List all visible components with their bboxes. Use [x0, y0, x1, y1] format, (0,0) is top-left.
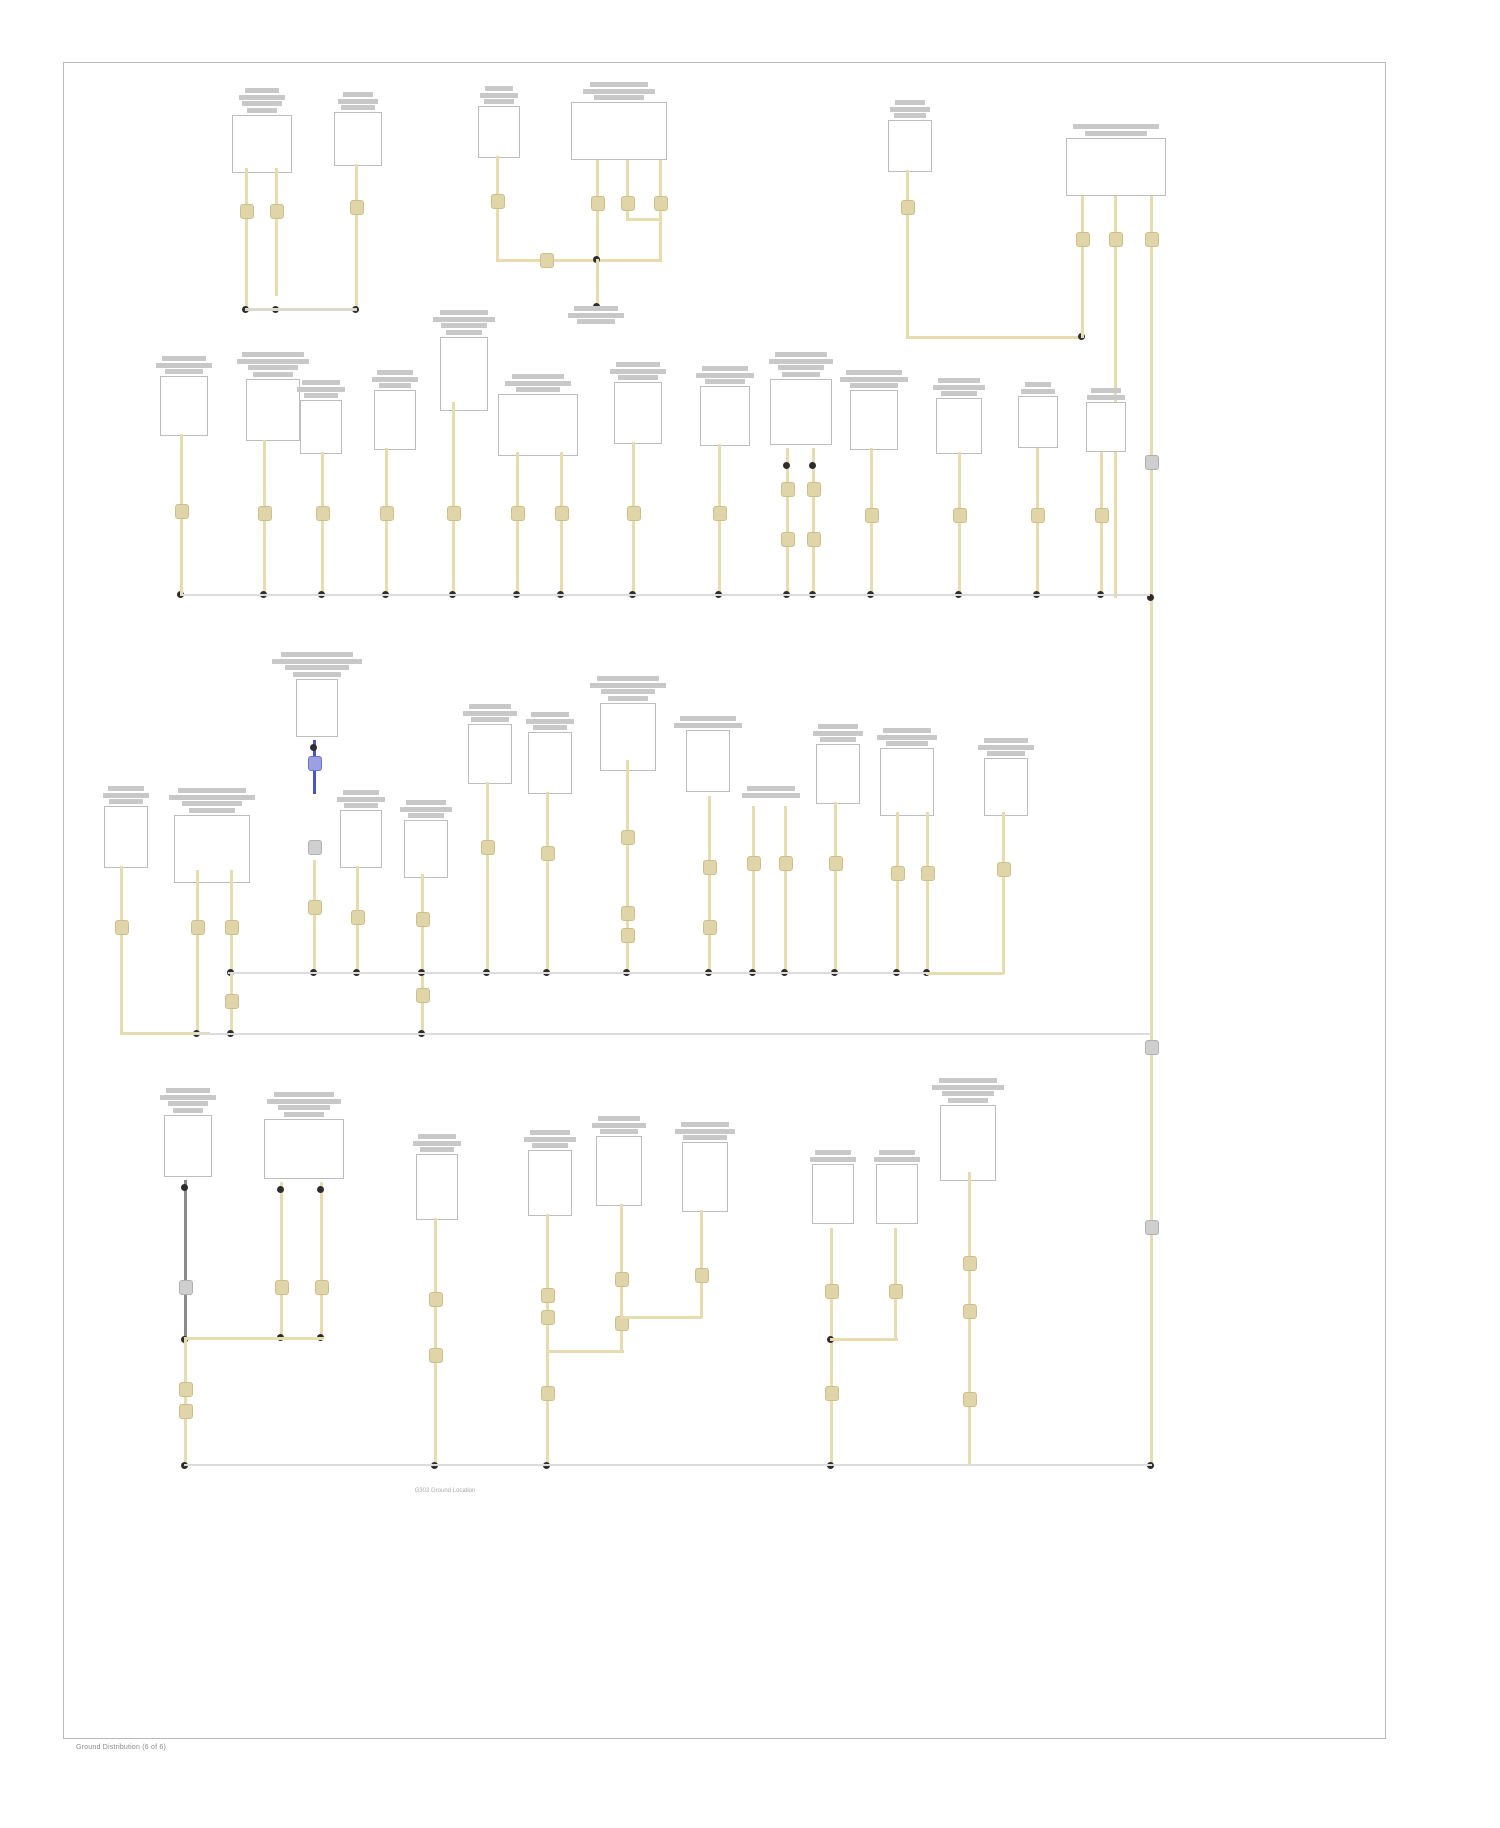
connector-d6[interactable]	[498, 374, 578, 456]
connector-body	[770, 379, 832, 445]
splice	[713, 506, 727, 521]
connector-label	[478, 86, 520, 104]
connector-label	[300, 380, 342, 398]
splice	[481, 840, 495, 855]
splice	[416, 912, 430, 927]
connector-label	[528, 1130, 572, 1148]
wire	[1081, 196, 1084, 338]
ground-c7[interactable]	[568, 306, 624, 326]
splice	[240, 204, 254, 219]
splice	[179, 1404, 193, 1419]
connector-label	[812, 1150, 854, 1162]
splice	[541, 846, 555, 861]
wire	[968, 1172, 971, 1466]
connector-body	[528, 1150, 572, 1216]
wire	[626, 218, 662, 221]
connector-d7[interactable]	[614, 362, 662, 444]
splice	[891, 866, 905, 881]
connector-c2[interactable]	[334, 92, 382, 166]
wire	[320, 1182, 323, 1338]
ground-location-label: G303 Ground Location	[414, 1488, 476, 1494]
connector-label	[416, 1134, 458, 1152]
wire	[926, 972, 1004, 975]
connector-body	[1018, 396, 1058, 448]
connector-f8[interactable]	[876, 1150, 918, 1224]
splice	[179, 1382, 193, 1397]
connector-label	[600, 676, 656, 701]
splice	[963, 1256, 977, 1271]
connector-body	[571, 102, 667, 160]
splice	[591, 196, 605, 211]
connector-body	[468, 724, 512, 784]
connector-label	[296, 652, 338, 677]
connector-d1[interactable]	[160, 356, 208, 436]
splice	[963, 1304, 977, 1319]
wire	[620, 1316, 702, 1319]
splice	[654, 196, 668, 211]
node	[310, 744, 317, 751]
connector-label	[876, 1150, 918, 1162]
connector-d11[interactable]	[936, 378, 982, 454]
node	[277, 1186, 284, 1193]
connector-body	[478, 106, 520, 158]
connector-d4[interactable]	[374, 370, 416, 450]
splice	[447, 506, 461, 521]
wire	[275, 168, 278, 296]
splice	[889, 1284, 903, 1299]
connector-body	[936, 398, 982, 454]
connector-f2[interactable]	[264, 1092, 344, 1179]
connector-label	[984, 738, 1028, 756]
splice	[179, 1280, 193, 1295]
splice	[1145, 1220, 1159, 1235]
connector-label	[682, 1122, 728, 1140]
wire	[896, 812, 899, 974]
connector-body	[232, 115, 292, 173]
connector-body	[416, 1154, 458, 1220]
ground-bus-row2	[182, 594, 1150, 596]
connector-label	[744, 786, 798, 798]
connector-f6[interactable]	[682, 1122, 728, 1212]
connector-label	[264, 1092, 344, 1117]
splice	[429, 1348, 443, 1363]
splice	[963, 1392, 977, 1407]
connector-body	[528, 732, 572, 794]
connector-f4[interactable]	[528, 1130, 572, 1216]
connector-e3[interactable]	[296, 652, 338, 737]
connector-label	[334, 92, 382, 110]
connector-f9[interactable]	[940, 1078, 996, 1181]
splice	[1031, 508, 1045, 523]
connector-d2[interactable]	[246, 352, 300, 441]
connector-e7[interactable]	[528, 712, 572, 794]
splice	[491, 194, 505, 209]
connector-label	[374, 370, 416, 388]
wire	[926, 812, 929, 974]
wire	[452, 402, 455, 594]
connector-c5[interactable]	[888, 100, 932, 172]
splice	[541, 1386, 555, 1401]
connector-label	[936, 378, 982, 396]
connector-label	[940, 1078, 996, 1103]
connector-label	[246, 352, 300, 377]
node	[181, 1184, 188, 1191]
wire	[834, 802, 837, 974]
splice	[997, 862, 1011, 877]
wire	[184, 1337, 324, 1340]
connector-label	[880, 728, 934, 746]
connector-body	[374, 390, 416, 450]
connector-d3[interactable]	[300, 380, 342, 454]
ground-bus-row4	[184, 1464, 1152, 1466]
wire	[659, 160, 662, 262]
connector-e9[interactable]	[686, 716, 730, 792]
connector-body	[596, 1136, 642, 1206]
connector-body	[404, 820, 448, 878]
splice	[308, 840, 322, 855]
connector-label	[596, 1116, 642, 1134]
connector-body	[300, 400, 342, 454]
connector-d8[interactable]	[700, 366, 750, 446]
splice	[175, 504, 189, 519]
splice	[695, 1268, 709, 1283]
connector-body	[1086, 402, 1126, 452]
diagram-border	[63, 62, 1386, 1739]
splice	[621, 906, 635, 921]
connector-d5[interactable]	[440, 310, 488, 411]
connector-label	[888, 100, 932, 118]
wire-bus	[245, 308, 357, 311]
splice	[115, 920, 129, 935]
splice	[1095, 508, 1109, 523]
wire	[626, 160, 629, 220]
connector-e10[interactable]	[744, 786, 798, 800]
connector-e12[interactable]	[880, 728, 934, 816]
connector-label	[232, 88, 292, 113]
connector-e11[interactable]	[816, 724, 860, 804]
connector-body	[984, 758, 1028, 816]
splice	[308, 900, 322, 915]
connector-label	[164, 1088, 212, 1113]
splice	[921, 866, 935, 881]
connector-body	[340, 810, 382, 868]
splice	[747, 856, 761, 871]
connector-e1[interactable]	[104, 786, 148, 868]
splice	[511, 506, 525, 521]
connector-f7[interactable]	[812, 1150, 854, 1224]
splice	[1145, 455, 1159, 470]
wire	[560, 452, 563, 594]
wire	[708, 796, 711, 974]
wire	[184, 1340, 187, 1466]
node	[317, 1186, 324, 1193]
connector-label	[1066, 124, 1166, 136]
wire	[434, 1218, 437, 1466]
connector-label	[686, 716, 730, 728]
splice	[225, 920, 239, 935]
wire	[355, 164, 358, 310]
connector-e8[interactable]	[600, 676, 656, 771]
connector-label	[160, 356, 208, 374]
ground-label	[568, 306, 624, 324]
wire	[313, 860, 316, 974]
ground-bus-row3-lower	[196, 1033, 1152, 1035]
wire	[906, 336, 1082, 339]
connector-f5[interactable]	[596, 1116, 642, 1206]
footer-note: Ground Distribution (6 of 6)	[76, 1744, 167, 1751]
splice	[1145, 1040, 1159, 1055]
connector-body	[246, 379, 300, 441]
connector-body	[104, 806, 148, 868]
wire	[830, 1338, 898, 1341]
splice	[275, 1280, 289, 1295]
connector-label	[104, 786, 148, 804]
wire	[596, 259, 599, 309]
connector-label	[700, 366, 750, 384]
wire	[546, 792, 549, 974]
wire-dark	[184, 1180, 187, 1340]
splice	[225, 994, 239, 1009]
splice	[627, 506, 641, 521]
wire	[830, 1228, 833, 1466]
connector-label	[816, 724, 860, 742]
connector-label	[404, 800, 448, 818]
connector-body	[682, 1142, 728, 1212]
splice	[865, 508, 879, 523]
wire	[1150, 196, 1153, 1466]
connector-body	[264, 1119, 344, 1179]
wire	[180, 520, 183, 596]
wire	[421, 874, 424, 1036]
splice	[541, 1288, 555, 1303]
connector-body	[614, 382, 662, 444]
connector-label	[850, 370, 898, 388]
wire	[321, 452, 324, 594]
ground-bus-row3-upper	[228, 972, 928, 974]
splice	[316, 506, 330, 521]
connector-body	[940, 1105, 996, 1181]
splice	[781, 532, 795, 547]
splice	[258, 506, 272, 521]
splice	[315, 1280, 329, 1295]
splice	[829, 856, 843, 871]
connector-e2[interactable]	[174, 788, 250, 883]
splice	[901, 200, 915, 215]
connector-body	[816, 744, 860, 804]
connector-label	[528, 712, 572, 730]
wire	[752, 806, 755, 974]
splice	[621, 196, 635, 211]
connector-body	[174, 815, 250, 883]
splice	[270, 204, 284, 219]
connector-d12[interactable]	[1018, 382, 1058, 448]
splice	[308, 756, 322, 771]
connector-body	[700, 386, 750, 446]
connector-body	[440, 337, 488, 411]
wire	[784, 806, 787, 974]
splice	[1109, 232, 1123, 247]
splice	[555, 506, 569, 521]
wire	[596, 160, 599, 262]
connector-label	[770, 352, 832, 377]
wire	[958, 452, 961, 594]
splice	[825, 1284, 839, 1299]
connector-body	[888, 120, 932, 172]
splice	[416, 988, 430, 1003]
wire	[1002, 812, 1005, 974]
wire	[596, 259, 662, 262]
connector-e13[interactable]	[984, 738, 1028, 816]
splice	[191, 920, 205, 935]
connector-label	[440, 310, 488, 335]
wire	[786, 448, 789, 594]
splice	[807, 482, 821, 497]
connector-label	[1018, 382, 1058, 394]
wire	[120, 866, 123, 1034]
splice	[540, 253, 554, 268]
connector-body	[1066, 138, 1166, 196]
connector-label	[468, 704, 512, 722]
splice	[621, 928, 635, 943]
connector-body	[498, 394, 578, 456]
node	[783, 462, 790, 469]
wire	[385, 448, 388, 594]
connector-e6[interactable]	[468, 704, 512, 784]
splice	[703, 860, 717, 875]
connector-body	[334, 112, 382, 166]
splice	[807, 532, 821, 547]
connector-label	[1086, 388, 1126, 400]
splice	[621, 830, 635, 845]
wire	[280, 1182, 283, 1338]
connector-label	[571, 82, 667, 100]
node	[809, 462, 816, 469]
connector-d13[interactable]	[1086, 388, 1126, 452]
connector-d10[interactable]	[850, 370, 898, 450]
wire	[546, 1214, 549, 1466]
connector-c6[interactable]	[1066, 124, 1166, 196]
connector-label	[340, 790, 382, 808]
splice	[351, 910, 365, 925]
connector-body	[686, 730, 730, 792]
connector-body	[812, 1164, 854, 1224]
connector-d9[interactable]	[770, 352, 832, 445]
wire	[700, 1210, 703, 1318]
splice	[380, 506, 394, 521]
connector-body	[296, 679, 338, 737]
splice	[350, 200, 364, 215]
connector-c3[interactable]	[478, 86, 520, 158]
splice	[779, 856, 793, 871]
wire	[906, 170, 909, 338]
wire	[1100, 452, 1103, 594]
splice	[825, 1386, 839, 1401]
wire	[546, 1350, 624, 1353]
connector-body	[160, 376, 208, 436]
wire	[486, 782, 489, 974]
connector-label	[174, 788, 250, 813]
connector-body	[164, 1115, 212, 1177]
splice	[541, 1310, 555, 1325]
connector-c1[interactable]	[232, 88, 292, 173]
splice	[953, 508, 967, 523]
splice	[1145, 232, 1159, 247]
wire	[245, 168, 248, 310]
connector-f1[interactable]	[164, 1088, 212, 1177]
wire	[196, 870, 199, 1034]
connector-c4[interactable]	[571, 82, 667, 160]
connector-label	[614, 362, 662, 380]
splice	[429, 1292, 443, 1307]
connector-body	[876, 1164, 918, 1224]
wire	[516, 452, 519, 594]
splice	[781, 482, 795, 497]
connector-e4[interactable]	[340, 790, 382, 868]
splice	[1076, 232, 1090, 247]
connector-body	[850, 390, 898, 450]
wire	[812, 448, 815, 594]
connector-f3[interactable]	[416, 1134, 458, 1220]
connector-e5[interactable]	[404, 800, 448, 878]
connector-label	[498, 374, 578, 392]
splice	[703, 920, 717, 935]
connector-body	[880, 748, 934, 816]
splice	[615, 1272, 629, 1287]
